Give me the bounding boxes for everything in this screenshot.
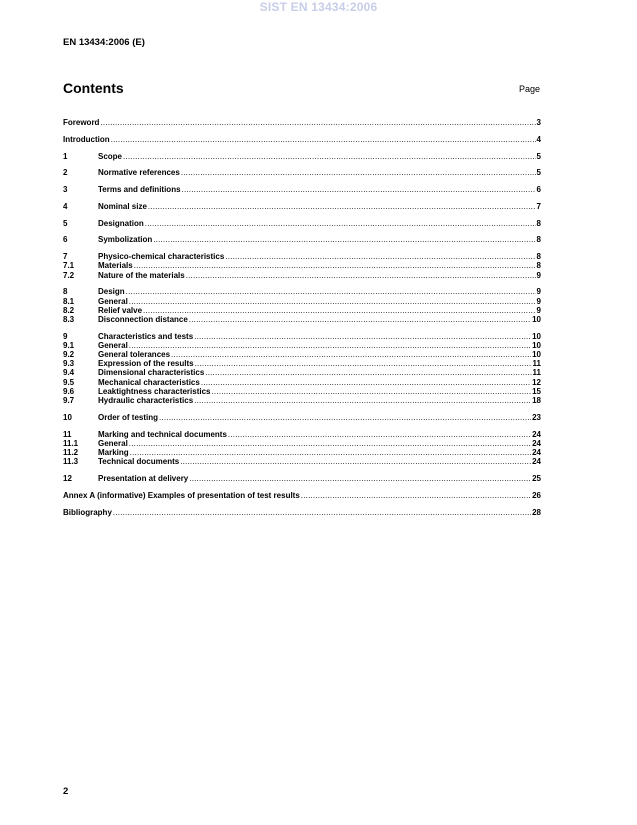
toc-entry-page: 6 <box>536 185 541 195</box>
toc-entry-page: 7 <box>536 201 541 211</box>
toc-entry[interactable] <box>63 491 541 500</box>
toc-entry-page: 8 <box>536 261 541 271</box>
dot-leader <box>123 152 536 161</box>
toc-entry-number: 9.5 <box>63 377 75 387</box>
toc-entry-title: Design <box>98 287 125 297</box>
dot-leader <box>153 235 535 244</box>
toc-entry-title: Normative references <box>98 168 180 178</box>
toc-entry-number: 9.1 <box>63 340 75 350</box>
toc-entry-title: Hydraulic characteristics <box>98 396 194 406</box>
toc-entry-title: Terms and definitions <box>98 185 181 195</box>
toc-entry-title: Marking and technical documents <box>98 429 227 439</box>
toc-entry[interactable] <box>63 439 541 448</box>
dot-leader <box>205 368 531 377</box>
dot-leader <box>181 168 536 177</box>
toc-entry-page: 28 <box>532 507 541 517</box>
dot-leader <box>113 508 531 517</box>
toc-entry-title: Foreword <box>63 117 100 127</box>
dot-leader <box>100 118 535 127</box>
toc-entry-page: 11 <box>532 368 541 378</box>
dot-leader <box>148 202 536 211</box>
toc-entry-title: Materials <box>98 261 133 271</box>
toc-entry-title: Marking <box>98 447 129 457</box>
dot-leader <box>189 315 531 324</box>
toc-entry-number: 11 <box>63 429 72 439</box>
dot-leader <box>171 350 531 359</box>
toc-entry-number: 8.3 <box>63 314 75 324</box>
toc-entry-title: Leaktightness characteristics <box>98 386 211 396</box>
toc-entry[interactable] <box>63 474 541 483</box>
dot-leader <box>189 474 531 483</box>
dot-leader <box>225 252 535 261</box>
toc-entry-page: 24 <box>532 447 541 457</box>
toc-entry-page: 25 <box>532 473 541 483</box>
toc-entry-page: 8 <box>536 235 541 245</box>
toc-entry-title: Symbolization <box>98 235 153 245</box>
toc-entry-number: 11.2 <box>63 447 79 457</box>
toc-entry[interactable] <box>63 457 541 466</box>
toc-entry-title: Mechanical characteristics <box>98 377 200 387</box>
dot-leader <box>145 219 536 228</box>
toc-entry-title: General <box>98 340 128 350</box>
toc-entry-page: 23 <box>532 412 541 422</box>
dot-leader <box>228 430 531 439</box>
toc-entry[interactable] <box>63 152 541 161</box>
dot-leader <box>194 396 531 405</box>
toc-entry-page: 8 <box>536 252 541 262</box>
dot-leader <box>182 185 536 194</box>
toc-entry[interactable] <box>63 252 541 261</box>
dot-leader <box>134 261 536 270</box>
toc-entry-page: 4 <box>536 134 541 144</box>
toc-entry[interactable] <box>63 332 541 341</box>
toc-entry-number: 4 <box>63 201 68 211</box>
document-id: EN 13434:2006 (E) <box>63 37 145 48</box>
dot-leader <box>201 378 531 387</box>
toc-entry-page: 10 <box>532 340 541 350</box>
toc-entry[interactable] <box>63 396 541 405</box>
toc-entry-title: General tolerances <box>98 350 171 360</box>
toc-entry-page: 24 <box>532 457 541 467</box>
toc-entry-title: General <box>98 438 128 448</box>
toc-entry[interactable] <box>63 297 541 306</box>
toc-entry[interactable] <box>63 287 541 296</box>
toc-entry-number: 9.2 <box>63 350 75 360</box>
toc-entry[interactable] <box>63 306 541 315</box>
toc-entry[interactable] <box>63 341 541 350</box>
toc-entry[interactable] <box>63 413 541 422</box>
dot-leader <box>186 271 536 280</box>
toc-entry-number: 9.3 <box>63 359 75 369</box>
page-column-label: Page <box>518 84 540 94</box>
toc-entry-title: Expression of the results <box>98 359 194 369</box>
toc-entry-page: 24 <box>532 429 541 439</box>
toc-entry[interactable] <box>63 350 541 359</box>
dot-leader <box>180 457 531 466</box>
dot-leader <box>130 448 531 457</box>
toc-entry-page: 3 <box>536 117 541 127</box>
toc-entry-title: Relief valve <box>98 305 143 315</box>
toc-entry-title: Disconnection distance <box>98 314 188 324</box>
toc-entry-title: Bibliography <box>63 507 112 517</box>
toc-entry[interactable] <box>63 378 541 387</box>
table-of-contents <box>63 114 541 517</box>
toc-entry-title: Physico-chemical characteristics <box>98 252 225 262</box>
toc-entry-title: Characteristics and tests <box>98 331 194 341</box>
toc-entry[interactable] <box>63 261 541 270</box>
dot-leader <box>194 332 531 341</box>
toc-entry-number: 11.1 <box>63 438 79 448</box>
toc-entry-number: 5 <box>63 218 68 228</box>
toc-entry-page: 11 <box>532 359 541 369</box>
toc-entry-page: 9 <box>536 305 541 315</box>
toc-entry-number: 9.6 <box>63 386 75 396</box>
toc-entry[interactable] <box>63 448 541 457</box>
toc-entry[interactable] <box>63 202 541 211</box>
toc-entry-number: 7 <box>63 252 68 262</box>
toc-entry-number: 8.2 <box>63 305 75 315</box>
toc-entry-title: Annex A (informative) Examples of presentation of test results <box>63 490 300 500</box>
toc-entry-page: 12 <box>532 377 541 387</box>
dot-leader <box>129 439 531 448</box>
toc-entry[interactable] <box>63 235 541 244</box>
toc-entry-number: 7.2 <box>63 270 75 280</box>
toc-entry-page: 5 <box>536 168 541 178</box>
toc-entry-page: 26 <box>532 490 541 500</box>
toc-entry-number: 7.1 <box>63 261 75 271</box>
toc-entry-page: 9 <box>536 287 541 297</box>
toc-entry[interactable] <box>63 168 541 177</box>
toc-entry-number: 1 <box>63 151 68 161</box>
toc-entry-title: Scope <box>98 151 123 161</box>
toc-entry-title: Presentation at delivery <box>98 473 189 483</box>
toc-entry-number: 9.4 <box>63 368 75 378</box>
toc-entry-title: Nominal size <box>98 201 147 211</box>
toc-entry-title: Technical documents <box>98 457 180 467</box>
toc-entry-page: 9 <box>536 270 541 280</box>
dot-leader <box>195 359 532 368</box>
toc-entry-number: 12 <box>63 473 72 483</box>
dot-leader <box>129 297 536 306</box>
dot-leader <box>159 413 531 422</box>
toc-entry-page: 5 <box>536 151 541 161</box>
toc-entry[interactable] <box>63 369 541 378</box>
toc-entry-number: 8.1 <box>63 296 75 306</box>
dot-leader <box>301 491 531 500</box>
toc-entry-title: Nature of the materials <box>98 270 185 280</box>
dot-leader <box>126 287 536 296</box>
toc-entry[interactable] <box>63 118 541 127</box>
toc-entry-page: 15 <box>532 386 541 396</box>
dot-leader <box>143 306 536 315</box>
toc-entry-number: 11.3 <box>63 457 79 467</box>
toc-entry[interactable] <box>63 135 541 144</box>
watermark: SIST EN 13434:2006 <box>259 0 378 14</box>
toc-entry[interactable] <box>63 185 541 194</box>
toc-entry[interactable] <box>63 430 541 439</box>
toc-entry-title: Designation <box>98 218 144 228</box>
toc-entry-page: 18 <box>532 396 541 406</box>
page-number: 2 <box>63 786 69 797</box>
dot-leader <box>129 341 531 350</box>
toc-entry[interactable] <box>63 508 541 517</box>
toc-entry-number: 9.7 <box>63 396 75 406</box>
toc-entry-page: 8 <box>536 218 541 228</box>
toc-entry-number: 10 <box>63 412 72 422</box>
toc-entry-title: General <box>98 296 128 306</box>
dot-leader <box>212 387 532 396</box>
toc-entry-number: 3 <box>63 185 68 195</box>
toc-entry-title: Dimensional characteristics <box>98 368 205 378</box>
toc-entry-page: 10 <box>532 331 541 341</box>
toc-entry-page: 24 <box>532 438 541 448</box>
toc-entry-number: 9 <box>63 331 68 341</box>
toc-entry[interactable] <box>63 219 541 228</box>
toc-entry-page: 9 <box>536 296 541 306</box>
toc-entry[interactable] <box>63 359 541 368</box>
toc-entry[interactable] <box>63 315 541 324</box>
toc-entry[interactable] <box>63 271 541 280</box>
dot-leader <box>111 135 536 144</box>
toc-entry-title: Order of testing <box>98 412 159 422</box>
toc-entry-number: 6 <box>63 235 68 245</box>
toc-entry-page: 10 <box>532 314 541 324</box>
toc-entry-title: Introduction <box>63 134 110 144</box>
toc-entry-page: 10 <box>532 350 541 360</box>
toc-entry[interactable] <box>63 387 541 396</box>
toc-entry-number: 2 <box>63 168 68 178</box>
contents-title: Contents <box>63 80 124 96</box>
toc-entry-number: 8 <box>63 287 68 297</box>
